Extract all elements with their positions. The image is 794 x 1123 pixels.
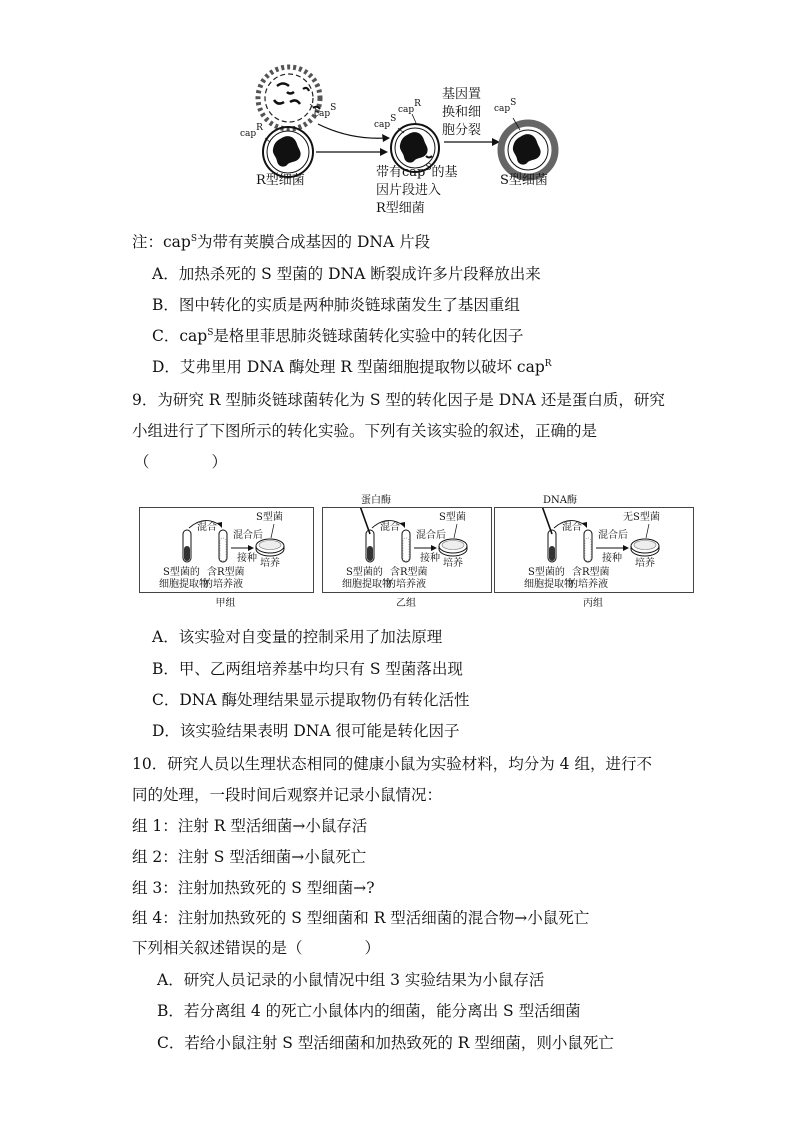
step2-caption (442, 86, 481, 140)
transformation-diagram (230, 62, 570, 227)
heat-killed-s-cell-icon (258, 67, 320, 129)
s-cell-icon (501, 123, 555, 177)
experiment-panel-yi (322, 507, 492, 593)
extract-label: S型菌的 (163, 567, 200, 578)
q10-stem-line2: 同的处理，一段时间后观察并记录小鼠情况： (132, 786, 443, 804)
q8-note: 注：cap$^S$为带有荚膜合成基因的 DNA 片段 (132, 233, 431, 251)
cap-s-label-top: cap$^S$ (314, 103, 337, 119)
q8-option-a: A．加热杀死的 S 型菌的 DNA 断裂成许多片段释放出来 (152, 265, 541, 283)
r-cell-icon (263, 127, 313, 177)
extract-tube-icon (183, 530, 191, 562)
mix-label: 混合 (380, 522, 400, 533)
enzyme-label: 蛋白酶 (361, 495, 391, 506)
q10-stem-line1: 10．研究人员以生理状态相同的健康小鼠为实验材料，均分为 4 组，进行不 (132, 755, 652, 773)
r-cell-label: R型细菌 (256, 173, 305, 188)
extract-label: S型菌的 (346, 567, 383, 578)
q8-option-b: B．图中转化的实质是两种肺炎链球菌发生了基因重组 (152, 296, 520, 314)
enzyme-label: DNA酶 (543, 495, 577, 506)
culture-dish-icon (256, 539, 284, 556)
q9-option-c: C．DNA 酶处理结果显示提取物仍有转化活性 (152, 691, 470, 709)
r-culture-tube-icon (584, 530, 592, 562)
q9-stem-line1: 9．为研究 R 型肺炎链球菌转化为 S 型的转化因子是 DNA 还是蛋白质，研究 (132, 391, 665, 409)
r-culture-label: 含R型菌 (207, 567, 245, 578)
extract-label: 细胞提取物 (524, 579, 574, 590)
q10-group-3: 组 3：注射加热致死的 S 型细菌→? (132, 879, 375, 897)
inoculate-label: 混合后 (416, 530, 446, 541)
cap-r-label-left: cap$^R$ (240, 123, 263, 139)
result-label: S型菌 (256, 512, 283, 523)
r-culture-tube-icon (219, 530, 227, 562)
dropper-icon (535, 508, 552, 534)
step2-line: 胞分裂 (442, 123, 482, 138)
r-culture-label: 含R型菌 (390, 567, 428, 578)
q10-option-b: B．若分离组 4 的死亡小鼠体内的细菌，能分离出 S 型活细菌 (157, 1002, 581, 1020)
inoculate-label: 接种 (602, 553, 622, 564)
culture-dish-icon (439, 539, 467, 556)
q9-option-d: D．该实验结果表明 DNA 很可能是转化因子 (152, 722, 460, 740)
culture-label: 培养 (635, 558, 655, 569)
extract-label: S型菌的 (528, 567, 565, 578)
inoculate-label: 混合后 (233, 530, 263, 541)
q9-answer-blank: （ ） (134, 453, 228, 471)
s-cell-label: S型细菌 (500, 173, 548, 188)
step1-line: 带有cap$^S$的基 (376, 163, 458, 180)
result-label: S型菌 (439, 512, 466, 523)
step1-line: R型细菌 (376, 201, 425, 216)
group-label: 丙组 (583, 598, 603, 609)
r-culture-label: 含R型菌 (572, 567, 610, 578)
cap-r-label-mid: cap$^R$ (398, 99, 421, 115)
r-culture-tube-icon (402, 530, 410, 562)
group-label: 甲组 (215, 598, 236, 609)
extract-label: 细胞提取物 (159, 579, 209, 590)
step2-line: 换和细 (442, 105, 482, 120)
mix-label: 混合 (197, 522, 217, 533)
culture-label: 培养 (443, 558, 463, 569)
step1-caption (376, 164, 458, 218)
group-label: 乙组 (396, 598, 416, 609)
step2-line: 基因置 (442, 87, 482, 102)
r-culture-label: 的培养液 (386, 579, 426, 590)
extract-label: 细胞提取物 (342, 579, 392, 590)
extract-tube-icon (548, 530, 556, 562)
result-label: 无S型菌 (623, 512, 660, 523)
r-culture-label: 的培养液 (568, 579, 608, 590)
culture-dish-icon (631, 539, 659, 556)
inoculate-label: 混合后 (598, 530, 628, 541)
experiment-panel-jia (139, 507, 314, 593)
q8-option-c: C．cap$^S$是格里菲思肺炎链球菌转化实验中的转化因子 (152, 327, 524, 345)
q10-option-a: A．研究人员记录的小鼠情况中组 3 实验结果为小鼠存活 (157, 971, 545, 989)
q9-option-b: B．甲、乙两组培养基中均只有 S 型菌落出现 (152, 660, 463, 678)
r-culture-label: 的培养液 (203, 579, 243, 590)
culture-label: 培养 (260, 558, 280, 569)
q8-option-d: D．艾弗里用 DNA 酶处理 R 型菌细胞提取物以破坏 cap$^R$ (152, 358, 552, 376)
cap-s-label-right: cap$^S$ (494, 98, 517, 114)
dropper-icon (353, 508, 370, 534)
q10-question: 下列相关叙述错误的是（ ） (132, 939, 381, 957)
step1-line: 因片段进入 (376, 183, 442, 198)
cap-s-label-mid: cap$^S$ (374, 114, 397, 130)
q10-group-1: 组 1：注射 R 型活细菌→小鼠存活 (132, 817, 368, 835)
inoculate-label: 接种 (237, 553, 257, 564)
inoculate-label: 接种 (420, 553, 440, 564)
mix-label: 混合 (562, 522, 582, 533)
q10-group-4: 组 4：注射加热致死的 S 型细菌和 R 型活细菌的混合物→小鼠死亡 (132, 909, 590, 927)
q10-group-2: 组 2：注射 S 型活细菌→小鼠死亡 (132, 848, 367, 866)
q10-option-c: C．若给小鼠注射 S 型活细菌和加热致死的 R 型细菌，则小鼠死亡 (157, 1034, 614, 1052)
q9-option-a: A．该实验对自变量的控制采用了加法原理 (152, 628, 443, 646)
experiment-panel-bing (494, 507, 694, 593)
q9-stem-line2: 小组进行了下图所示的转化实验。下列有关该实验的叙述，正确的是 (132, 422, 598, 440)
extract-tube-icon (366, 530, 374, 562)
